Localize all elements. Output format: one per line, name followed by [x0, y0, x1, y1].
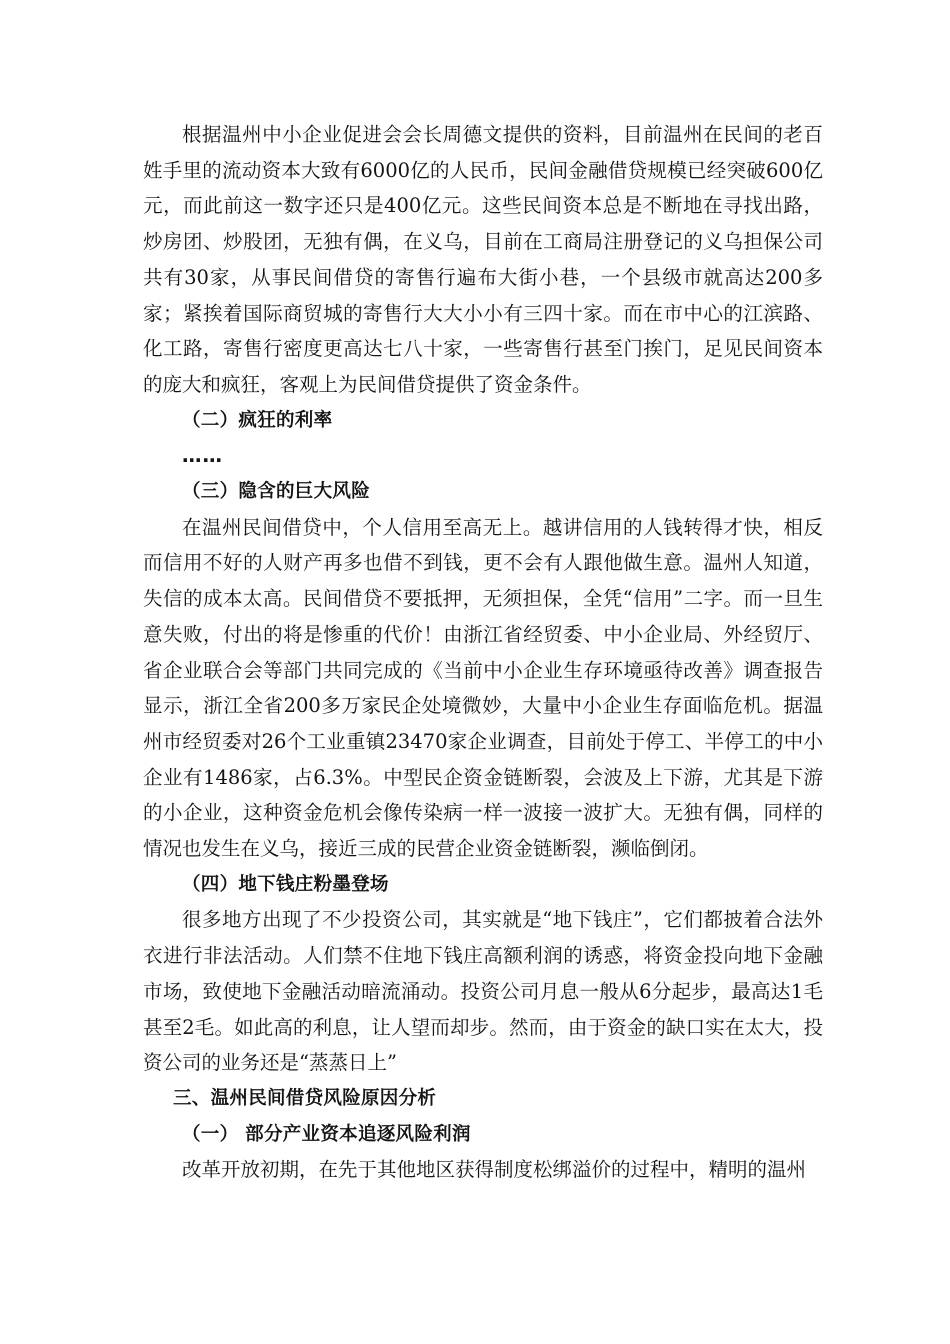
paragraph-credit-risk: 在温州民间借贷中，个人信用至高无上。越讲信用的人钱转得才快，相反而信用不好的人财产再多也借不到钱，更不会有人跟他做生意。温州人知道，失信的成本太高。民间借贷不要抵押，无须担保，全凭“信用”二字。而一旦生意失败，付出的将是惨重的代价！由浙江省经贸委、中小企业局、外经贸厅、省企业联合会等部门共同完成的《当前中小企业生存环境亟待改善》调查报告显示，浙江全省200多万家民企处境微妙，大量中小企业生存面临危机。据温州市经贸委对26个工业重镇23470家企业调查，目前处于停工、半停工的中小企业有1486家，占6.3%。中型民企资金链断裂，会波及上下游，尤其是下游的小企业，这种资金危机会像传染病一样一波接一波扩大。无独有偶，同样的情况也发生在义乌，接近三成的民营企业资金链断裂，濒临倒闭。	[143, 515, 823, 861]
document-page	[143, 117, 823, 1188]
paragraph-reform-opening: 改革开放初期，在先于其他地区获得制度松绑溢价的过程中，精明的温州	[182, 1158, 807, 1182]
heading-hidden-risk: （三）隐含的巨大风险	[182, 481, 371, 503]
heading-crazy-interest-rate: （二）疯狂的利率	[182, 409, 333, 431]
paragraph-underground-bank: 很多地方出现了不少投资公司，其实就是“地下钱庄”，它们都披着合法外衣进行非法活动。人们禁不住地下钱庄高额利润的诱惑，将资金投向地下金融市场，致使地下金融活动暗流涌动。投资公司月息一般从6分起步，最高达1毛甚至2毛。如此高的利息，让人望而却步。然而，由于资金的缺口实在太大，投资公司的业务还是“蒸蒸日上”	[143, 908, 823, 1075]
heading-section-risk-analysis: 三、温州民间借贷风险原因分析	[173, 1087, 437, 1109]
paragraph-private-capital: 根据温州中小企业促进会会长周德文提供的资料，目前温州在民间的老百姓手里的流动资本大致有6000亿的人民币，民间金融借贷规模已经突破600亿元，而此前这一数字还只是400亿元。这些民间资本总是不断地在寻找出路，炒房团、炒股团，无独有偶，在义乌，目前在工商局注册登记的义乌担保公司共有30家，从事民间借贷的寄售行遍布大街小巷，一个县级市就高达200多家；紧挨着国际商贸城的寄售行大大小小有三四十家。而在市中心的江滨路、化工路，寄售行密度更高达七八十家，一些寄售行甚至门挨门，足见民间资本的庞大和疯狂，客观上为民间借贷提供了资金条件。	[143, 123, 823, 396]
heading-industrial-capital: （一） 部分产业资本追逐风险利润	[182, 1123, 471, 1145]
omitted-content-ellipsis: ……	[182, 444, 223, 468]
heading-underground-bank: （四）地下钱庄粉墨登场	[182, 873, 389, 895]
